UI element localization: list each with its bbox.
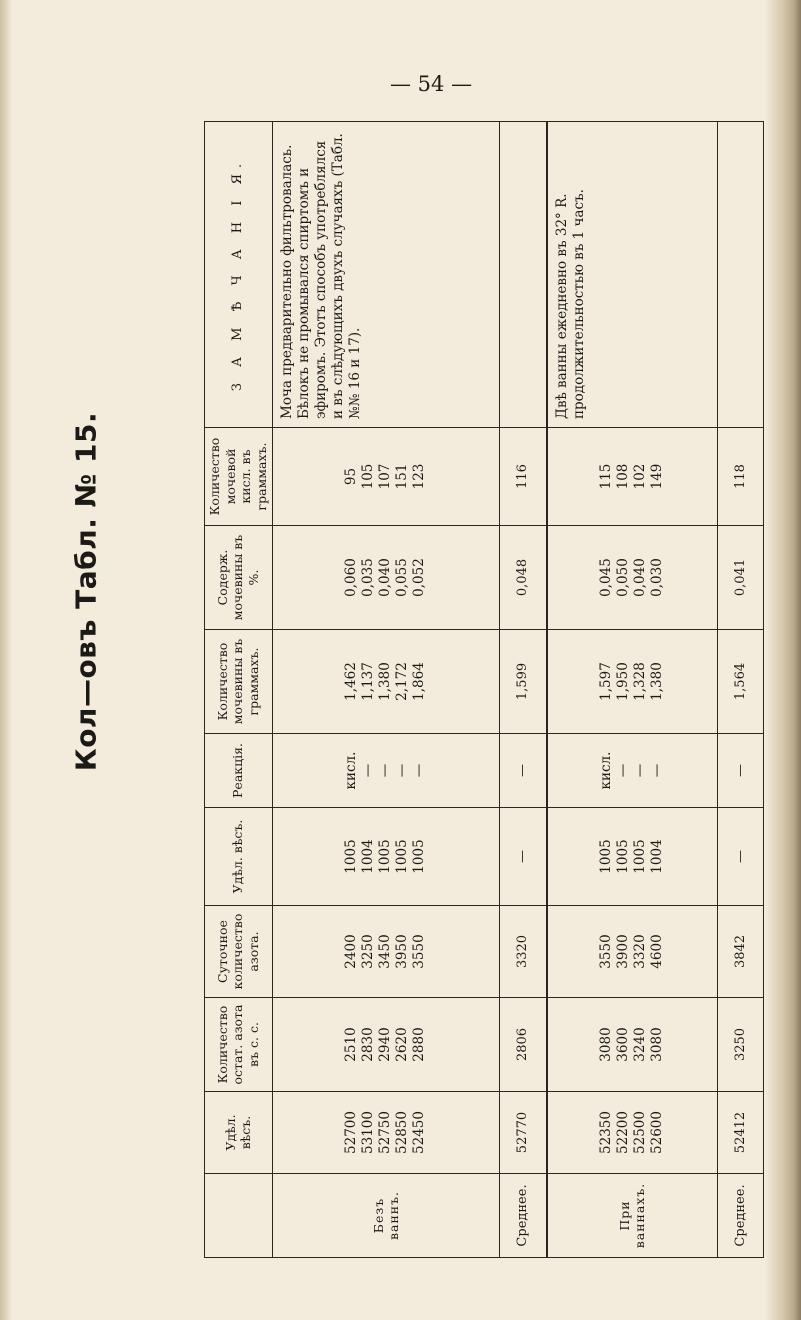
- cell: —: [717, 734, 763, 808]
- group2-ud-ves: [547, 1092, 717, 1174]
- cell: 3842: [717, 906, 763, 998]
- header-urea-sum: Количество мочевины въ граммахъ.: [205, 630, 273, 734]
- group1-rest-n: [272, 998, 499, 1092]
- cell: —: [360, 763, 377, 778]
- cell: 1,564: [717, 630, 763, 734]
- group1-label: Безъ ваннъ.: [272, 1174, 499, 1258]
- cell: 52700: [343, 1111, 360, 1154]
- cell: 108: [615, 463, 632, 490]
- cell: 1004: [649, 839, 666, 874]
- header-uric: Количество мочевой кисл. въ граммахъ.: [205, 428, 273, 526]
- header-sp-gr: Удѣл. вѣсъ.: [205, 808, 273, 906]
- group2-avg-label: Среднее.: [717, 1174, 763, 1258]
- cell: 1005: [632, 839, 649, 874]
- cell: кисл.: [598, 751, 615, 790]
- cell: —: [632, 763, 649, 778]
- cell: 151: [394, 463, 411, 490]
- cell: 52850: [394, 1111, 411, 1154]
- cell: —: [411, 763, 428, 778]
- group2-reaction: [547, 734, 717, 808]
- cell: 52500: [632, 1111, 649, 1154]
- cell: кисл.: [343, 751, 360, 790]
- group2-data: [547, 122, 717, 1258]
- cell: 1005: [411, 839, 428, 874]
- cell: 1005: [343, 839, 360, 874]
- cell: 3600: [615, 1027, 632, 1062]
- cell: 3320: [632, 934, 649, 969]
- cell: 1004: [360, 839, 377, 874]
- header-total-n: Суточное количество азота.: [205, 906, 273, 998]
- group1-average: [499, 122, 547, 1258]
- header-ud-ves: Удѣл. вѣсъ.: [205, 1092, 273, 1174]
- cell: —: [717, 808, 763, 906]
- cell: —: [615, 763, 632, 778]
- cell: 0,050: [615, 558, 632, 597]
- empty-cell: [717, 122, 763, 428]
- cell: 1,597: [598, 662, 615, 701]
- header-row: [205, 122, 273, 1258]
- cell: 0,035: [360, 558, 377, 597]
- cell: 3320: [499, 906, 547, 998]
- group1-note: Моча предварительно фильтровалась. Бѣлокъ не промывался спиртомъ и эфиромъ. Этотъ способъ употреблялся и въ слѣдующихъ двухъ случаяхъ (Табл. №№ 16 и 17).: [272, 122, 499, 428]
- group1-urea-sum: [272, 630, 499, 734]
- cell: 1,864: [411, 662, 428, 701]
- cell: 3450: [377, 934, 394, 969]
- header-notes: З А М Ѣ Ч А Н І Я.: [205, 122, 273, 428]
- cell: 3550: [598, 934, 615, 969]
- cell: 107: [377, 463, 394, 490]
- group1-avg-label: Среднее.: [499, 1174, 547, 1258]
- cell: 102: [632, 463, 649, 490]
- page-left-shadow: [0, 0, 12, 1320]
- group2-sp-gr: [547, 808, 717, 906]
- cell: 4600: [649, 934, 666, 969]
- group1-data: [272, 122, 499, 1258]
- empty-cell: [499, 122, 547, 428]
- group1-ud-ves: [272, 1092, 499, 1174]
- cell: 0,060: [343, 558, 360, 597]
- group1-sp-gr: [272, 808, 499, 906]
- cell: 0,030: [649, 558, 666, 597]
- cell: 3900: [615, 934, 632, 969]
- cell: 2830: [360, 1027, 377, 1062]
- group2-total-n: [547, 906, 717, 998]
- group2-urea-pct: [547, 526, 717, 630]
- cell: 0,040: [377, 558, 394, 597]
- cell: —: [649, 763, 666, 778]
- cell: 1,950: [615, 662, 632, 701]
- cell: 0,052: [411, 558, 428, 597]
- group1-reaction: [272, 734, 499, 808]
- cell: 149: [649, 463, 666, 490]
- cell: 0,055: [394, 558, 411, 597]
- cell: 0,045: [598, 558, 615, 597]
- cell: 2510: [343, 1027, 360, 1062]
- cell: —: [499, 808, 547, 906]
- cell: 3080: [649, 1027, 666, 1062]
- page-right-edge: [765, 0, 801, 1320]
- cell: 53100: [360, 1111, 377, 1154]
- cell: 105: [360, 463, 377, 490]
- cell: 2806: [499, 998, 547, 1092]
- cell: 52450: [411, 1111, 428, 1154]
- cell: 0,040: [632, 558, 649, 597]
- group2-rest-n: [547, 998, 717, 1092]
- cell: 3550: [411, 934, 428, 969]
- cell: 52200: [615, 1111, 632, 1154]
- cell: 0,048: [499, 526, 547, 630]
- group1-urea-pct: [272, 526, 499, 630]
- data-table: [204, 121, 764, 1258]
- cell: 1,380: [649, 662, 666, 701]
- cell: 3240: [632, 1027, 649, 1062]
- header-rest-n: Количество остат. азота въ с. с.: [205, 998, 273, 1092]
- cell: 2620: [394, 1027, 411, 1062]
- cell: 1005: [615, 839, 632, 874]
- cell: 115: [598, 463, 615, 490]
- cell: 3950: [394, 934, 411, 969]
- cell: 2880: [411, 1027, 428, 1062]
- cell: —: [394, 763, 411, 778]
- cell: 3250: [360, 934, 377, 969]
- cell: —: [499, 734, 547, 808]
- cell: —: [377, 763, 394, 778]
- cell: 52600: [649, 1111, 666, 1154]
- group1-total-n: [272, 906, 499, 998]
- cell: 1005: [394, 839, 411, 874]
- group2-urea-sum: [547, 630, 717, 734]
- cell: 123: [411, 463, 428, 490]
- group2-label: При ваннахъ.: [547, 1174, 717, 1258]
- cell: 1,137: [360, 662, 377, 701]
- group2-average: [717, 122, 763, 1258]
- cell: 118: [717, 428, 763, 526]
- cell: 3250: [717, 998, 763, 1092]
- header-bath: [205, 1174, 273, 1258]
- cell: 2940: [377, 1027, 394, 1062]
- header-urea-pct: Содерж. мочевины въ %.: [205, 526, 273, 630]
- cell: 1,328: [632, 662, 649, 701]
- cell: 1,599: [499, 630, 547, 734]
- cell: 52750: [377, 1111, 394, 1154]
- group2-note: Двѣ ванны ежедневно въ 32° R. продолжительностью въ 1 часъ.: [547, 122, 717, 428]
- group1-uric: [272, 428, 499, 526]
- cell: 1005: [377, 839, 394, 874]
- cell: 116: [499, 428, 547, 526]
- group2-uric: [547, 428, 717, 526]
- cell: 0,041: [717, 526, 763, 630]
- cell: 1,380: [377, 662, 394, 701]
- page-number: — 54 —: [390, 72, 473, 96]
- table-caption: Кол—овъ Табл. № 15.: [69, 411, 103, 772]
- cell: 1005: [598, 839, 615, 874]
- cell: 1,462: [343, 662, 360, 701]
- cell: 52350: [598, 1111, 615, 1154]
- cell: 3080: [598, 1027, 615, 1062]
- rotated-table-wrapper: [204, 122, 764, 1258]
- cell: 52770: [499, 1092, 547, 1174]
- cell: 2,172: [394, 662, 411, 701]
- cell: 2400: [343, 934, 360, 969]
- cell: 95: [343, 467, 360, 486]
- cell: 52412: [717, 1092, 763, 1174]
- header-reaction: Реакція.: [205, 734, 273, 808]
